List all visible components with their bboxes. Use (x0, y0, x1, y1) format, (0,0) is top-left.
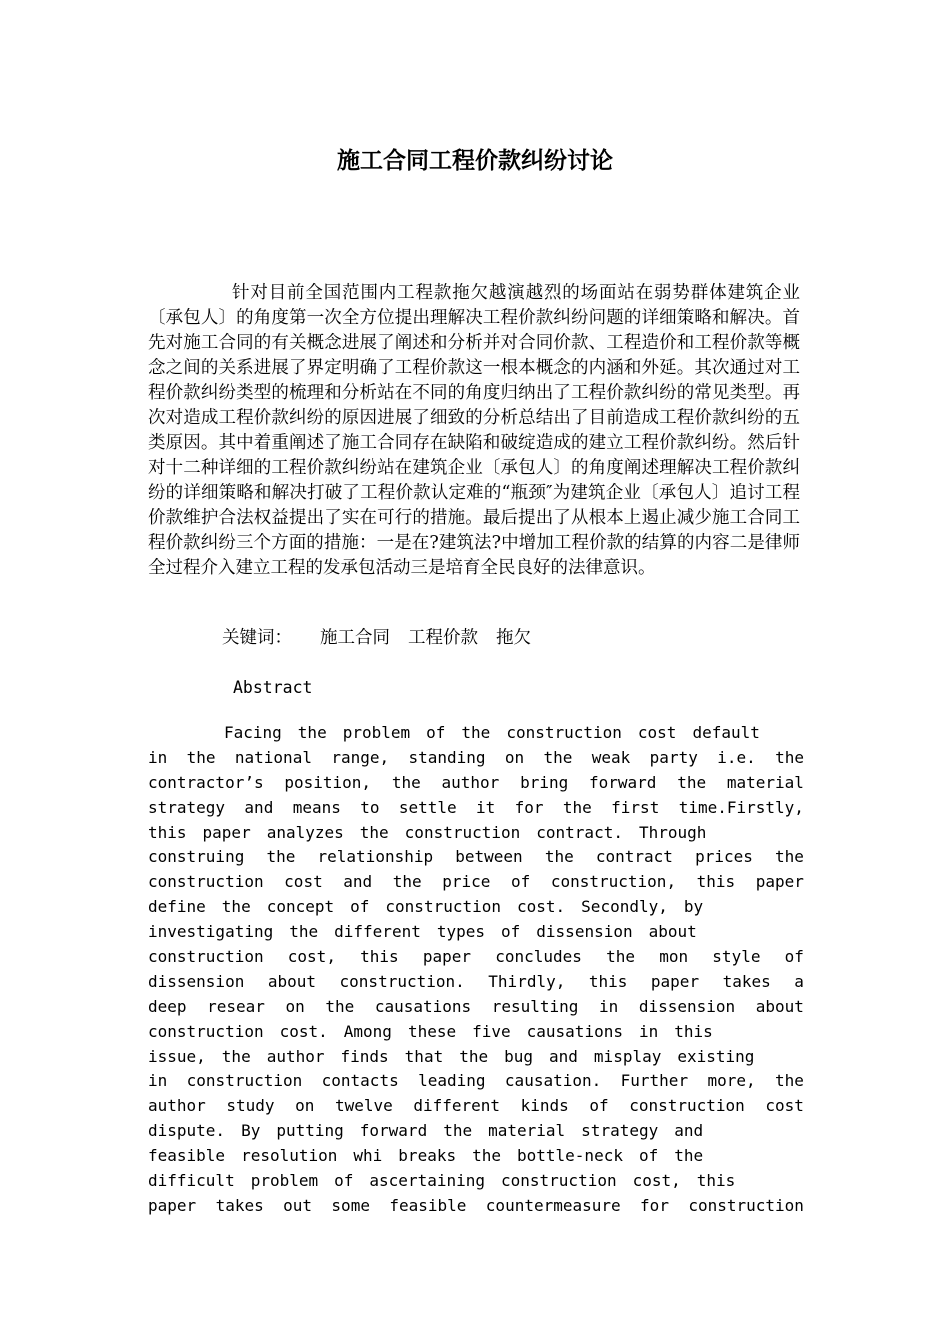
abstract-word: about (755, 996, 804, 1016)
abstract-word: the (325, 996, 355, 1016)
abstract-word: on (504, 747, 525, 767)
abstract-word: concept (266, 897, 335, 917)
abstract-word: of (350, 897, 370, 917)
abstract-word: paper (148, 1195, 197, 1215)
abstract-word: paper (755, 872, 804, 892)
abstract-word: author (441, 772, 500, 792)
abstract-word: breaks (398, 1146, 457, 1166)
abstract-word: analyzes (266, 822, 344, 842)
abstract-word: the (461, 723, 491, 742)
abstract-word: in (148, 747, 168, 767)
abstract-word: leading (418, 1071, 486, 1091)
abstract-word: causation. (504, 1071, 602, 1091)
english-abstract (148, 721, 804, 1219)
abstract-word: contract. (536, 822, 623, 842)
abstract-word: causations (374, 996, 472, 1016)
abstract-word: default (692, 723, 760, 742)
abstract-word: construction (501, 1171, 617, 1191)
abstract-word: the (266, 847, 296, 867)
abstract-word: construction (404, 822, 521, 842)
abstract-word: weak (591, 747, 631, 767)
abstract-word: this (674, 1021, 713, 1041)
abstract-word: the (606, 947, 636, 967)
abstract-word: takes (215, 1195, 264, 1215)
abstract-word: between (455, 847, 523, 867)
abstract-word: cost (637, 723, 677, 742)
abstract-word: out (283, 1195, 313, 1215)
abstract-word: resear (207, 996, 265, 1016)
abstract-word: paper (202, 822, 251, 842)
abstract-word: ascertaining (369, 1171, 485, 1191)
abstract-word: the (391, 772, 421, 792)
abstract-line (148, 870, 804, 895)
abstract-line (148, 821, 804, 846)
abstract-line (148, 995, 804, 1020)
abstract-line (148, 1094, 804, 1119)
document-title: 施工合同工程价款纠纷讨论 (337, 148, 613, 174)
abstract-word: construction (148, 1021, 264, 1041)
abstract-word: countermeasure (485, 1195, 621, 1215)
abstract-word: causations (526, 1021, 623, 1041)
abstract-word: more, (707, 1071, 756, 1091)
abstract-word: five (472, 1021, 511, 1041)
abstract-word: the (544, 847, 574, 867)
abstract-word: the (674, 1146, 704, 1166)
abstract-word: the (562, 797, 592, 817)
abstract-word: the (359, 822, 389, 842)
abstract-word: of (334, 1171, 354, 1191)
abstract-word: the (289, 922, 319, 942)
abstract-word: kinds (520, 1096, 569, 1116)
abstract-word: paper (650, 971, 700, 991)
keyword-item: 工程价款 (408, 628, 478, 648)
abstract-line (148, 920, 804, 945)
abstract-word: problem (250, 1171, 319, 1191)
abstract-word: for (514, 797, 544, 817)
abstract-word: types (436, 922, 486, 942)
abstract-word: takes (722, 971, 771, 991)
abstract-word: Among (343, 1021, 392, 1041)
abstract-word: construction (148, 872, 264, 892)
abstract-line (148, 1144, 804, 1169)
abstract-line (148, 1069, 804, 1094)
abstract-word: cost. (279, 1021, 328, 1041)
abstract-line (148, 945, 804, 970)
abstract-word: forward (589, 772, 657, 792)
abstract-line (148, 895, 804, 920)
abstract-line (148, 845, 804, 870)
abstract-word: on (295, 1096, 315, 1116)
abstract-word: construction (629, 1096, 745, 1116)
abstract-word: resolution (241, 1146, 338, 1166)
abstract-word: concludes (495, 947, 582, 967)
abstract-word: and (549, 1046, 578, 1066)
abstract-word: Secondly, (581, 897, 668, 917)
abstract-word: construction. (339, 971, 465, 991)
abstract-word: cost (765, 1096, 804, 1116)
abstract-heading: Abstract (233, 678, 313, 697)
abstract-word: construction, (550, 872, 677, 892)
abstract-word: material (488, 1121, 566, 1141)
abstract-word: this (148, 822, 187, 842)
abstract-word: some (331, 1195, 370, 1215)
abstract-word: Thirdly, (488, 971, 566, 991)
abstract-word: this (696, 1171, 736, 1191)
abstract-word: in (599, 996, 619, 1016)
abstract-word: forward (359, 1121, 428, 1141)
abstract-word: the (775, 747, 804, 767)
abstract-line (148, 1119, 804, 1144)
abstract-word: bottle-neck (517, 1146, 623, 1166)
abstract-word: means (292, 797, 341, 817)
abstract-word: price (442, 872, 491, 892)
abstract-word: range, (331, 747, 390, 767)
abstract-word: material (726, 772, 804, 792)
abstract-word: mon (659, 947, 689, 967)
abstract-word: author (266, 1046, 325, 1066)
abstract-word: on (285, 996, 305, 1016)
abstract-word: of (784, 947, 804, 967)
abstract-word: paper (422, 947, 472, 967)
abstract-word: the (392, 872, 422, 892)
abstract-word: twelve (334, 1096, 393, 1116)
abstract-word: different (413, 1096, 501, 1116)
abstract-word: cost. (517, 897, 566, 917)
abstract-word: in (148, 1071, 168, 1091)
abstract-word: this (360, 947, 399, 967)
abstract-word: the (221, 1046, 251, 1066)
abstract-word: the (775, 1071, 804, 1091)
chinese-abstract: 针对目前全国范围内工程款拖欠越演越烈的场面站在弱势群体建筑企业〔承包人〕的角度第一次全方位提出理解决工程价款纠纷问题的详细策略和解决。首先对施工合同的有关概念进展了阐述和分析并对合同价款、工程造价和工程价款等概念之间的关系进展了界定明确了工程价款这一根本概念的内涵和外延。其次通过对工程价款纠纷类型的梳理和分析站在不同的角度归纳出了工程价款纠纷的常见类型。再次对造成工程价款纠纷的原因进展了细致的分析总结出了目前造成工程价款纠纷的五类原因。其中着重阐述了施工合同存在缺陷和破绽造成的建立工程价款纠纷。然后针对十二种详细的工程价款纠纷站在建筑企业〔承包人〕的角度阐述理解决工程价款纠纷的详细策略和解决打破了工程价款认定难的“瓶颈″为建筑企业〔承包人〕追讨工程价款维护合法权益提出了实在可行的措施。最后提出了从根本上遏止减少施工合同工程价款纠纷三个方面的措施：一是在?建筑法?中增加工程价款的结算的内容二是律师全过程介入建立工程的发承包活动三是培育全民良好的法律意识。 (148, 283, 800, 578)
abstract-word: about (648, 922, 697, 942)
abstract-word: feasible (389, 1195, 467, 1215)
abstract-word: of (589, 1096, 609, 1116)
abstract-word: of (426, 723, 446, 742)
abstract-word: problem (342, 723, 411, 742)
abstract-line (148, 771, 804, 796)
abstract-word: different (334, 922, 421, 942)
abstract-word: the (443, 1121, 473, 1141)
abstract-word: existing (677, 1046, 755, 1066)
abstract-word: strategy (581, 1121, 659, 1141)
abstract-word: i.e. (717, 747, 756, 767)
abstract-word: and (674, 1121, 704, 1141)
abstract-line (148, 1194, 804, 1219)
abstract-word: first (611, 797, 660, 817)
abstract-word: Further (620, 1071, 689, 1091)
abstract-word: define (148, 897, 206, 917)
abstract-line (148, 1169, 804, 1194)
abstract-word: construction (506, 723, 622, 742)
abstract-word: and (244, 797, 274, 817)
abstract-word: contract (595, 847, 673, 867)
abstract-line (148, 1045, 804, 1070)
abstract-word: construction (688, 1195, 804, 1215)
keyword-item: 拖欠 (496, 628, 531, 648)
abstract-line (148, 746, 804, 771)
abstract-word: feasible (148, 1146, 226, 1166)
abstract-word: a (794, 971, 804, 991)
abstract-word: position, (284, 772, 372, 792)
abstract-word: contractor’s (148, 772, 264, 792)
abstract-word: of (501, 922, 521, 942)
abstract-word: dispute. (148, 1121, 226, 1141)
abstract-word: the (221, 897, 251, 917)
abstract-word: it (476, 797, 496, 817)
abstract-line (148, 1020, 804, 1045)
abstract-line (148, 796, 804, 821)
abstract-word: national (234, 747, 312, 767)
abstract-word: resulting (491, 996, 579, 1016)
abstract-word: about (267, 971, 317, 991)
abstract-word: the (472, 1146, 501, 1166)
abstract-word: construction (186, 1071, 303, 1091)
abstract-word: difficult (148, 1171, 235, 1191)
abstract-word: dissension (536, 922, 633, 942)
abstract-word: issue, (148, 1046, 206, 1066)
abstract-word: for (640, 1195, 669, 1215)
abstract-word: the (186, 747, 216, 767)
abstract-word: cost, (287, 947, 336, 967)
abstract-word: in (638, 1021, 659, 1041)
abstract-word: these (407, 1021, 457, 1041)
abstract-word: settle (398, 797, 457, 817)
abstract-word: cost (284, 872, 323, 892)
abstract-word: construing (148, 847, 245, 867)
abstract-word: the (459, 1046, 489, 1066)
abstract-word: standing (408, 747, 486, 767)
abstract-word: whi (353, 1146, 383, 1166)
abstract-word: investigating (148, 922, 274, 942)
abstract-word: the (677, 772, 707, 792)
abstract-word: style (712, 947, 761, 967)
abstract-word: study (226, 1096, 275, 1116)
abstract-word: to (360, 797, 380, 817)
abstract-word: and (343, 872, 373, 892)
abstract-word: deep (148, 996, 187, 1016)
keywords-label: 关键词： (222, 628, 292, 648)
abstract-word: construction (148, 947, 264, 967)
abstract-word: By (241, 1121, 261, 1141)
abstract-word: bring (520, 772, 569, 792)
abstract-word: author (148, 1096, 206, 1116)
abstract-word: construction (385, 897, 501, 917)
abstract-word: the (775, 847, 804, 867)
abstract-word: relationship (317, 847, 434, 867)
abstract-word: party (649, 747, 698, 767)
abstract-word: Facing (224, 723, 282, 742)
abstract-word: this (696, 872, 736, 892)
abstract-word: dissension (638, 996, 736, 1016)
abstract-word: prices (695, 847, 753, 867)
abstract-line (148, 721, 804, 746)
abstract-word: of (638, 1146, 659, 1166)
abstract-word: putting (276, 1121, 344, 1141)
abstract-word: finds (340, 1046, 389, 1066)
abstract-word: misplay (593, 1046, 662, 1066)
abstract-word: time.Firstly, (678, 797, 804, 817)
abstract-word: this (588, 971, 628, 991)
abstract-word: of (511, 872, 531, 892)
abstract-word: strategy (148, 797, 226, 817)
abstract-line (148, 970, 804, 995)
abstract-word: by (683, 897, 704, 917)
abstract-word: that (404, 1046, 444, 1066)
keyword-item: 施工合同 (320, 628, 390, 648)
abstract-word: Through (638, 822, 707, 842)
abstract-word: the (543, 747, 573, 767)
abstract-word: bug (504, 1046, 534, 1066)
abstract-word: the (297, 723, 327, 742)
keywords-line (222, 626, 549, 651)
abstract-word: cost, (632, 1171, 681, 1191)
abstract-word: dissension (148, 971, 245, 991)
abstract-word: contacts (321, 1071, 399, 1091)
